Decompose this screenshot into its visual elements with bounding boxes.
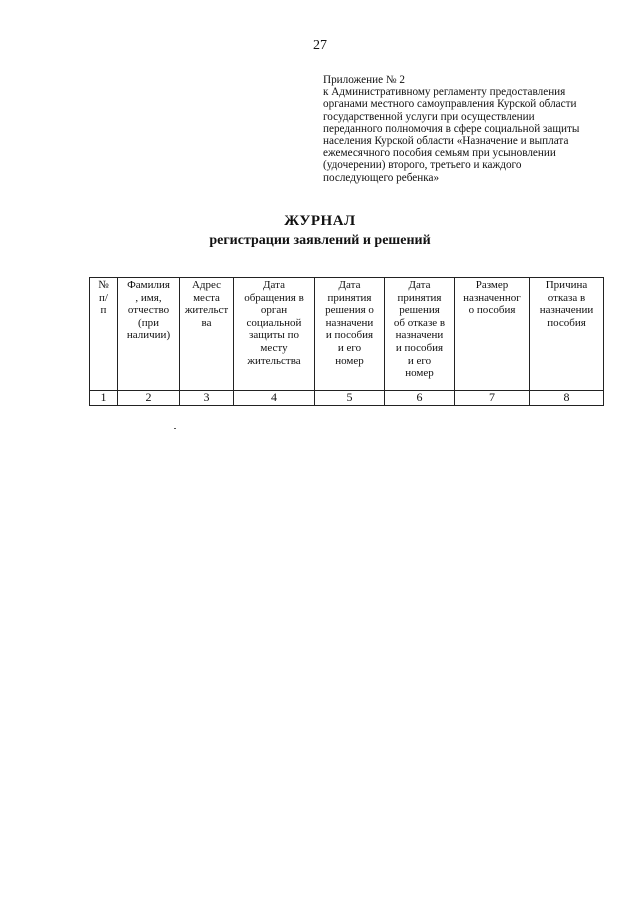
registration-table	[89, 277, 604, 406]
column-number-cell: 5	[315, 391, 385, 406]
header-cell: Дата принятия решения об отказе в назначени и пособия и его номер	[385, 278, 455, 391]
table-header-row	[90, 278, 604, 391]
column-number-cell: 8	[530, 391, 604, 406]
header-cell: Адрес места жительст ва	[180, 278, 234, 391]
column-number-cell: 4	[234, 391, 315, 406]
header-cell: № п/ п	[90, 278, 118, 391]
table-number-row	[90, 391, 604, 406]
column-number-cell: 3	[180, 391, 234, 406]
header-cell: Причина отказа в назначении пособия	[530, 278, 604, 391]
column-number-cell: 1	[90, 391, 118, 406]
page-number: 27	[313, 38, 327, 53]
appendix-body: к Административному регламенту предоставления органами местного самоуправления Курской области государственной услуги при осуществлении переданного полномочия в сфере социальной защиты населения Курской области «Назначение и выплата ежемесячного пособия семьям при усыновлении (удочерении) второго, третьего и каждого последующего ребенка»	[323, 86, 580, 184]
column-number-cell: 6	[385, 391, 455, 406]
journal-subtitle: регистрации заявлений и решений	[209, 233, 431, 248]
header-cell: Дата принятия решения о назначени и пособия и его номер	[315, 278, 385, 391]
header-cell: Дата обращения в орган социальной защиты по месту жительства	[234, 278, 315, 391]
appendix-title: Приложение № 2	[323, 74, 405, 86]
journal-title: ЖУРНАЛ	[284, 213, 356, 229]
header-cell: Размер назначенног о пособия	[455, 278, 530, 391]
column-number-cell: 7	[455, 391, 530, 406]
column-number-cell: 2	[118, 391, 180, 406]
scan-speck	[174, 428, 176, 429]
appendix-block	[323, 74, 613, 184]
header-cell: Фамилия , имя, отчество (при наличии)	[118, 278, 180, 391]
